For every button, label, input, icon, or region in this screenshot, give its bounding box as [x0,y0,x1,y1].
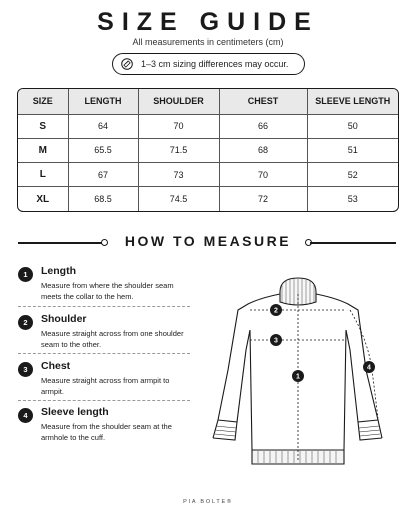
sizing-note [112,53,305,75]
sizing-note-text: 1–3 cm sizing differences may occur. [141,59,289,69]
column-header-sleeve-length: SLEEVE LENGTH [307,89,398,114]
size-cell: L [18,163,68,187]
step-description: Measure from the shoulder seam at the armhole to the cuff. [41,422,172,442]
how-to-measure-title: HOW TO MEASURE [124,233,292,249]
svg-text:2: 2 [274,307,278,315]
how-to-measure-heading [0,233,416,251]
column-header-chest: CHEST [219,89,307,114]
length-cell: 67 [68,163,138,187]
ruler-icon [121,58,133,70]
table-row [18,138,398,162]
svg-text:1: 1 [296,373,300,381]
column-header-size: SIZE [18,89,68,114]
step-title: Length [41,265,76,277]
table-header-row [18,89,398,114]
diagram-marker-3 [270,334,282,346]
length-cell: 68.5 [68,187,138,211]
page-title: SIZE GUIDE [97,8,319,36]
table-row [18,187,398,211]
column-header-length: LENGTH [68,89,138,114]
sleeve-length-cell: 53 [347,194,358,205]
step-description: Measure from where the shoulder seam meets the collar to the hem. [41,281,174,301]
step-title: Shoulder [41,313,87,325]
shoulder-cell: 71.5 [138,138,219,162]
size-cell: S [18,114,68,138]
sleeve-length-cell: 51 [307,138,398,162]
step-description: Measure straight across from one shoulder seam to the other. [41,329,184,349]
step-number-badge: 4 [18,408,33,423]
step-title: Sleeve length [41,406,109,418]
chest-cell: 70 [219,163,307,187]
step-divider [18,400,190,401]
size-cell: M [18,138,68,162]
column-header-shoulder: SHOULDER [138,89,219,114]
shoulder-cell: 70 [138,114,219,138]
table-row [18,163,398,187]
length-cell: 65.5 [68,138,138,162]
size-cell: XL [18,187,68,211]
chest-cell: 72 [219,187,307,211]
length-cell: 64 [68,114,138,138]
step-divider [18,306,190,307]
table-row [18,114,398,138]
sleeve-length-cell: 50 [307,114,398,138]
heading-divider-right [310,242,396,244]
step-title: Chest [41,360,71,372]
step-description: Measure straight across from armpit to armpit. [41,376,170,396]
svg-text:4: 4 [367,364,371,372]
diagram-marker-2 [270,304,282,316]
step-number-badge: 3 [18,362,33,377]
step-number-badge: 1 [18,267,33,282]
sweater-measurement-diagram [200,270,400,480]
svg-text:3: 3 [274,337,278,345]
page-subtitle: All measurements in centimeters (cm) [132,37,284,47]
diagram-marker-4 [363,361,375,373]
step-divider [18,353,190,354]
shoulder-cell: 73 [138,163,219,187]
title-row [0,8,416,38]
sleeve-length-cell: 52 [307,163,398,187]
step-number-badge: 2 [18,315,33,330]
brand-footer: PIA BOLTE® [183,499,233,505]
size-table [17,88,399,212]
shoulder-cell: 74.5 [138,187,219,211]
diagram-marker-1 [292,370,304,382]
chest-cell: 68 [219,138,307,162]
chest-cell: 66 [219,114,307,138]
